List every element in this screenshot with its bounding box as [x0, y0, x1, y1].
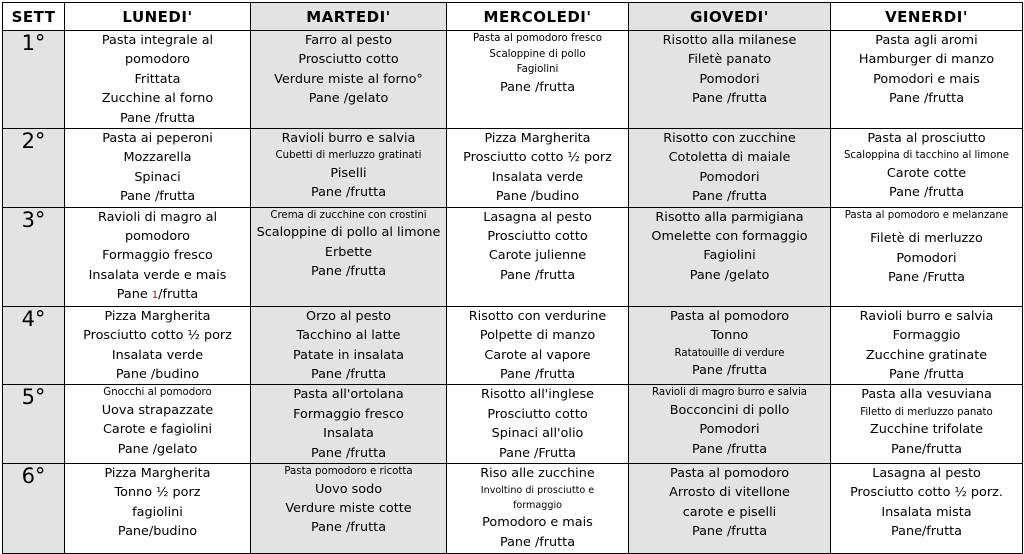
menu-line: Cotoletta di maiale	[668, 150, 791, 166]
menu-cell-thursday	[629, 207, 831, 306]
menu-line: Pane /frutta	[310, 185, 387, 201]
menu-line	[67, 285, 248, 305]
menu-cell-tuesday	[251, 306, 447, 385]
menu-line: Scaloppine di pollo	[489, 48, 586, 60]
menu-line: Lasagna al pesto	[483, 209, 592, 225]
menu-line: Pane /frutta	[691, 441, 768, 457]
menu-cell-friday	[831, 129, 1023, 208]
menu-line: Pane /frutta	[691, 524, 768, 540]
menu-line: Pomodori	[896, 250, 957, 266]
menu-line: Pizza Margherita	[104, 308, 211, 324]
menu-line: Pane/budino	[117, 524, 198, 540]
header-wednesday: MERCOLEDI'	[447, 3, 629, 31]
red-mark: 1	[151, 290, 159, 302]
menu-line: pomodoro	[124, 52, 190, 68]
menu-line: Ravioli burro e salvia	[859, 308, 994, 324]
week-label: 2°	[3, 129, 65, 208]
menu-line: Polpette di manzo	[479, 328, 596, 344]
menu-line: Spinaci	[134, 169, 181, 185]
menu-line: Pane /frutta	[119, 110, 196, 126]
menu-line: Spinaci all'olio	[491, 426, 584, 442]
menu-cell-wednesday	[447, 463, 629, 553]
menu-line: Tonno	[710, 328, 749, 344]
menu-line: Uova strapazzate	[101, 402, 214, 418]
menu-cell-thursday	[629, 31, 831, 129]
menu-line: Pasta agli aromi	[875, 33, 978, 48]
header-row	[3, 3, 1023, 31]
menu-line: Prosciutto cotto	[487, 229, 588, 245]
menu-line: Fagiolini	[516, 64, 559, 76]
menu-text: /frutta	[158, 287, 199, 303]
menu-line: Pane /frutta	[691, 363, 768, 379]
menu-line: Carote cotte	[886, 166, 967, 182]
menu-cell-monday	[65, 306, 251, 385]
menu-line: Pane /gelato	[308, 91, 389, 107]
menu-cell-friday	[831, 385, 1023, 464]
menu-line: Pasta al pomodoro	[669, 465, 790, 481]
menu-line: Pane /budino	[495, 189, 580, 205]
menu-cell-monday	[65, 207, 251, 306]
menu-line: Erbette	[324, 244, 373, 260]
menu-line: Pane/frutta	[890, 524, 963, 540]
menu-line: Carote julienne	[488, 248, 587, 264]
menu-line: Pomodori e mais	[873, 71, 980, 87]
menu-cell-thursday	[629, 129, 831, 208]
menu-line: Hamburger di manzo	[858, 52, 995, 68]
menu-cell-monday	[65, 463, 251, 553]
menu-line: Pasta al pomodoro	[669, 308, 790, 324]
menu-line: Pane /frutta	[499, 267, 576, 283]
menu-cell-monday	[65, 129, 251, 208]
menu-line: Pane /frutta	[310, 520, 387, 536]
menu-line: Insalata verde e mais	[88, 267, 227, 283]
menu-line: Pasta al pomodoro e melanzane	[844, 209, 1009, 221]
menu-line: Lasagna al pesto	[872, 465, 981, 481]
menu-line: Pasta ai peperoni	[102, 131, 213, 147]
week-label: 4°	[3, 306, 65, 385]
menu-line: fagiolini	[132, 504, 183, 520]
menu-line: Bocconcini di pollo	[669, 402, 790, 418]
header-friday: VENERDI'	[831, 3, 1023, 31]
menu-line: Fagiolini	[703, 248, 756, 264]
menu-line: carote e piselli	[682, 504, 777, 520]
menu-line: Formaggio fresco	[102, 248, 213, 264]
menu-line: Scaloppine di pollo al limone	[256, 225, 441, 241]
menu-line: Ravioli di magro burro e salvia	[651, 387, 808, 399]
menu-line: Pane /frutta	[691, 189, 768, 205]
menu-line: Risotto alla milanese	[662, 33, 797, 48]
menu-line: Pasta al prosciutto	[867, 131, 986, 147]
menu-line: Prosciutto cotto	[298, 52, 399, 68]
header-tuesday: MARTEDI'	[251, 3, 447, 31]
menu-cell-tuesday	[251, 207, 447, 306]
menu-line: Filetè di merluzzo	[870, 231, 983, 247]
menu-line: Filetto di merluzzo panato	[860, 406, 993, 418]
menu-cell-thursday	[629, 463, 831, 553]
menu-line: Insalata mista	[881, 504, 972, 520]
menu-line: Pane /frutta	[119, 189, 196, 205]
menu-line: Pomodoro e mais	[482, 515, 593, 531]
menu-cell-thursday	[629, 306, 831, 385]
menu-cell-tuesday	[251, 129, 447, 208]
week-row-1	[3, 31, 1023, 129]
menu-line: Verdure miste al forno°	[274, 71, 423, 87]
menu-cell-tuesday	[251, 385, 447, 464]
week-row-3	[3, 207, 1023, 306]
menu-line: Prosciutto cotto ½ porz.	[850, 485, 1003, 501]
menu-line: Pane /frutta	[499, 79, 576, 95]
menu-line: Pane /frutta	[691, 91, 768, 107]
menu-cell-monday	[65, 385, 251, 464]
menu-cell-friday	[831, 463, 1023, 553]
menu-line: Risotto con zucchine	[663, 131, 796, 147]
menu-line: Pomodori	[699, 422, 760, 438]
menu-line: Zucchine trifolate	[869, 422, 984, 438]
week-row-5	[3, 385, 1023, 464]
menu-line: Pane /frutta	[499, 366, 576, 382]
week-row-4	[3, 306, 1023, 385]
menu-line: Crema di zucchine con crostini	[270, 209, 427, 221]
menu-line: Riso alle zucchine	[480, 465, 595, 481]
menu-cell-friday	[831, 207, 1023, 306]
menu-cell-thursday	[629, 385, 831, 464]
menu-cell-wednesday	[447, 129, 629, 208]
menu-line: Uovo sodo	[314, 481, 383, 497]
menu-line: Pane /frutta	[888, 185, 965, 201]
week-row-2	[3, 129, 1023, 208]
menu-line: Formaggio	[892, 328, 961, 344]
menu-line: Pasta integrale al	[101, 33, 214, 48]
header-week: SETT	[3, 3, 65, 31]
menu-line: Pane /frutta	[888, 91, 965, 107]
menu-line: Cubetti di merluzzo gratinati	[275, 150, 422, 162]
menu-line: Pane /frutta	[499, 534, 576, 550]
menu-line: Pasta all'ortolana	[293, 387, 404, 403]
menu-line: Mozzarella	[123, 150, 192, 166]
menu-line: Ravioli burro e salvia	[281, 131, 416, 147]
menu-line: Insalata	[323, 426, 374, 442]
menu-line: Pane /frutta	[310, 366, 387, 382]
week-label: 3°	[3, 207, 65, 306]
menu-line: Omelette con formaggio	[651, 229, 808, 245]
menu-line: Ratatouille di verdure	[674, 347, 785, 359]
menu-line: Pane /Frutta	[887, 270, 966, 286]
menu-line: Formaggio fresco	[293, 406, 404, 422]
menu-cell-wednesday	[447, 31, 629, 129]
menu-line: Pizza Margherita	[104, 465, 211, 481]
menu-line: Risotto all'inglese	[480, 387, 595, 403]
menu-line: Pomodori	[699, 169, 760, 185]
week-row-6	[3, 463, 1023, 553]
menu-cell-monday	[65, 31, 251, 129]
menu-line: Carote e fagiolini	[102, 422, 213, 438]
menu-line: Pane /frutta	[310, 445, 387, 461]
menu-line: pomodoro	[124, 229, 190, 245]
menu-cell-wednesday	[447, 306, 629, 385]
menu-line: Zucchine al forno	[101, 91, 214, 107]
menu-line: Pizza Margherita	[484, 131, 591, 147]
menu-cell-tuesday	[251, 31, 447, 129]
menu-line: Insalata verde	[111, 347, 204, 363]
week-label: 5°	[3, 385, 65, 464]
menu-cell-wednesday	[447, 207, 629, 306]
menu-line: Pasta alla vesuviana	[861, 387, 992, 403]
menu-line: Piselli	[330, 166, 367, 182]
menu-cell-tuesday	[251, 463, 447, 553]
menu-line: Pane /frutta	[888, 366, 965, 382]
menu-line: Verdure miste cotte	[285, 500, 412, 516]
menu-line: Patate in insalata	[293, 347, 404, 363]
menu-line: Pane /Frutta	[498, 445, 577, 461]
menu-line: Pomodori	[699, 71, 760, 87]
menu-line: Frittata	[134, 71, 181, 87]
week-label: 1°	[3, 31, 65, 129]
week-label: 6°	[3, 463, 65, 553]
menu-line: Prosciutto cotto ½ porz	[463, 150, 612, 166]
menu-line: Pane /budino	[115, 366, 200, 382]
menu-line: Risotto alla parmigiana	[655, 209, 804, 225]
menu-line: Involtino di prosciutto e	[480, 485, 595, 497]
menu-text: Pane	[116, 287, 152, 303]
menu-line: Ravioli di magro al	[97, 209, 218, 225]
menu-line: Pane /gelato	[117, 441, 198, 457]
weekly-menu-table	[2, 2, 1023, 554]
menu-line: Carote al vapore	[484, 347, 591, 363]
menu-line: Zucchine gratinate	[865, 347, 988, 363]
menu-line: Pane /gelato	[689, 267, 770, 283]
header-monday: LUNEDI'	[65, 3, 251, 31]
menu-line: Prosciutto cotto	[487, 406, 588, 422]
header-thursday: GIOVEDI'	[629, 3, 831, 31]
menu-line: Pane /frutta	[310, 264, 387, 280]
menu-line: Pane/frutta	[890, 441, 963, 457]
menu-cell-friday	[831, 306, 1023, 385]
menu-line: Pasta al pomodoro fresco	[473, 33, 602, 44]
menu-line: Prosciutto cotto ½ porz	[83, 328, 232, 344]
menu-line: Tonno ½ porz	[114, 485, 201, 501]
menu-line: Arrosto di vitellone	[669, 485, 790, 501]
menu-line: Risotto con verdurine	[468, 308, 607, 324]
menu-line: Scaloppina di tacchino al limone	[843, 150, 1010, 162]
menu-line: Gnocchi al pomodoro	[103, 387, 212, 399]
menu-line: formaggio	[513, 500, 562, 512]
menu-line: Filetè panato	[687, 52, 772, 68]
menu-cell-wednesday	[447, 385, 629, 464]
menu-line: Pasta pomodoro e ricotta	[284, 465, 413, 477]
menu-line: Orzo al pesto	[306, 308, 391, 324]
menu-line: Farro al pesto	[305, 33, 392, 48]
menu-line: Insalata verde	[491, 169, 584, 185]
menu-line: Tacchino al latte	[296, 328, 401, 344]
menu-cell-friday	[831, 31, 1023, 129]
